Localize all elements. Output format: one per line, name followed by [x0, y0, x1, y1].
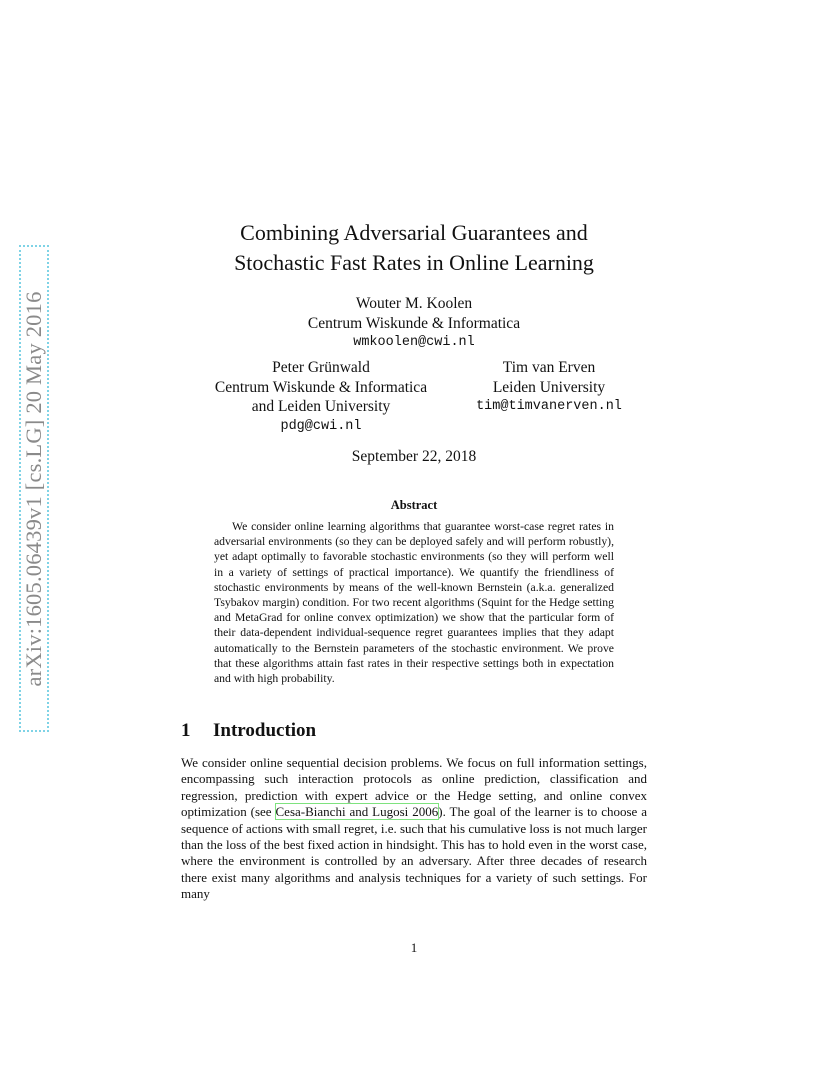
introduction-paragraph — [181, 755, 647, 903]
author-email: wmkoolen@cwi.nl — [353, 335, 475, 350]
title-line-2: Stochastic Fast Rates in Online Learning — [234, 250, 594, 275]
paper-title — [160, 218, 668, 278]
section-title: Introduction — [213, 720, 317, 741]
author-grunwald — [196, 358, 446, 436]
author-koolen — [214, 294, 614, 353]
author-vanerven — [466, 358, 632, 417]
author-affiliation: Leiden University — [492, 378, 606, 396]
author-affiliation: and Leiden University — [251, 398, 391, 415]
title-line-1: Combining Adversarial Guarantees and — [240, 220, 588, 245]
abstract-heading: Abstract — [390, 498, 438, 512]
author-affiliation: Centrum Wiskunde & Informatica — [307, 314, 521, 332]
intro-text-part2: ). The goal of the learner is to choose a sequence of actions with small regret, i.e. such that his cumulative loss is not much larger than the loss of the best fixed action in hindsight. This has to hold even in the worst case, where the environment is controlled by an adversary. After three decades of research there exist many algorithms and analysis techniques for a variety of such settings. For many — [181, 804, 648, 902]
author-name: Tim van Erven — [502, 359, 596, 376]
author-affiliation: Centrum Wiskunde & Informatica — [214, 378, 428, 396]
author-name: Peter Grünwald — [272, 359, 370, 376]
author-email: tim@timvanerven.nl — [476, 399, 622, 414]
author-name: Wouter M. Koolen — [355, 295, 473, 312]
abstract-text: We consider online learning algorithms that guarantee worst-case regret rates in adversarial environments (so they can be deployed safely and will perform robustly), yet adapt optimally to favorable stochastic environments (so they will perform well in a variety of settings of practical importance). We quantify the friendliness of stochastic environments by means of the well-known Bernstein (a.k.a. generalized Tsybakov margin) condition. For two recent algorithms (Squint for the Hedge setting and MetaGrad for online convex optimization) we show that the particular form of their data-dependent individual-sequence regret guarantees implies that they adapt automatically to the Bernstein parameters of the stochastic environment. We prove that these algorithms attain fast rates in their respective settings both in expectation and with high probability. — [214, 520, 614, 686]
arxiv-stamp — [19, 245, 49, 732]
section-number: 1 — [181, 720, 191, 741]
citation-link[interactable]: Cesa-Bianchi and Lugosi 2006 — [275, 804, 439, 820]
intro-text-part1: We consider online sequential decision problems. We focus on full information settings, encompassing such interaction protocols as online prediction, classification and regression, prediction with expert advice or the Hedge setting, and online convex optimization (see — [181, 755, 647, 820]
author-email: pdg@cwi.nl — [280, 418, 362, 434]
section-heading — [181, 720, 316, 742]
arxiv-identifier: arXiv:1605.06439v1 [cs.LG] 20 May 2016 — [21, 290, 46, 687]
paper-date: September 22, 2018 — [351, 448, 477, 465]
page-number: 1 — [410, 940, 418, 955]
